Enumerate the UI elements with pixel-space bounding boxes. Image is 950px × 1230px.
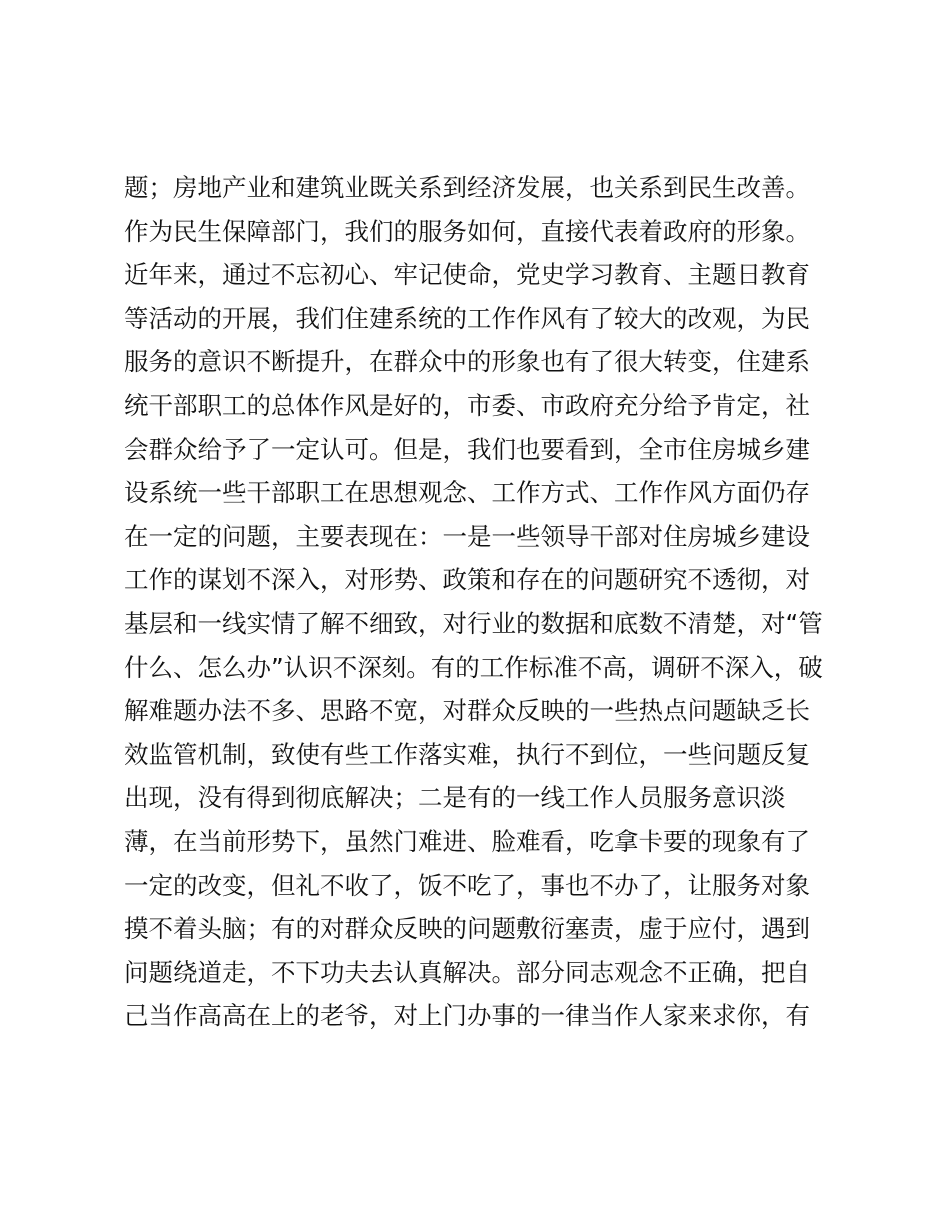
text-line: 一定的改变，但礼不收了，饭不吃了，事也不办了，让服务对象	[124, 870, 810, 900]
text-line: 服务的意识不断提升，在群众中的形象也有了很大转变，住建系	[124, 347, 810, 377]
text-line: 基层和一线实情了解不细致，对行业的数据和底数不清楚，对“管	[124, 608, 823, 638]
text-line: 出现，没有得到彻底解决；二是有的一线工作人员服务意识淡	[124, 783, 786, 813]
text-line: 等活动的开展，我们住建系统的工作作风有了较大的改观，为民	[124, 303, 810, 333]
text-line: 作为民生保障部门，我们的服务如何，直接代表着政府的形象。	[124, 216, 810, 246]
text-line: 题；房地产业和建筑业既关系到经济发展，也关系到民生改善。	[124, 173, 810, 202]
text-line: 设系统一些干部职工在思想观念、工作方式、工作作风方面仍存	[124, 478, 810, 508]
text-line: 薄，在当前形势下，虽然门难进、脸难看，吃拿卡要的现象有了	[124, 826, 810, 856]
text-line: 在一定的问题，主要表现在：一是一些领导干部对住房城乡建设	[124, 521, 810, 551]
text-line: 会群众给予了一定认可。但是，我们也要看到，全市住房城乡建	[124, 434, 810, 464]
text-line: 工作的谋划不深入，对形势、政策和存在的问题研究不透彻，对	[124, 565, 810, 595]
text-line: 解难题办法不多、思路不宽，对群众反映的一些热点问题缺乏长	[124, 696, 810, 726]
text-line: 问题绕道走，不下功夫去认真解决。部分同志观念不正确，把自	[124, 957, 810, 987]
text-line: 统干部职工的总体作风是好的，市委、市政府充分给予肯定，社	[124, 390, 810, 420]
text-line: 效监管机制，致使有些工作落实难，执行不到位，一些问题反复	[124, 739, 810, 769]
text-line: 什么、怎么办”认识不深刻。有的工作标准不高，调研不深入，破	[124, 652, 823, 682]
text-line: 摸不着头脑；有的对群众反映的问题敷衍塞责，虚于应付，遇到	[124, 914, 810, 944]
body-text	[124, 166, 844, 1038]
text-line: 己当作高高在上的老爷，对上门办事的一律当作人家来求你，有	[124, 1001, 810, 1031]
text-line: 近年来，通过不忘初心、牢记使命，党史学习教育、主题日教育	[124, 260, 810, 290]
